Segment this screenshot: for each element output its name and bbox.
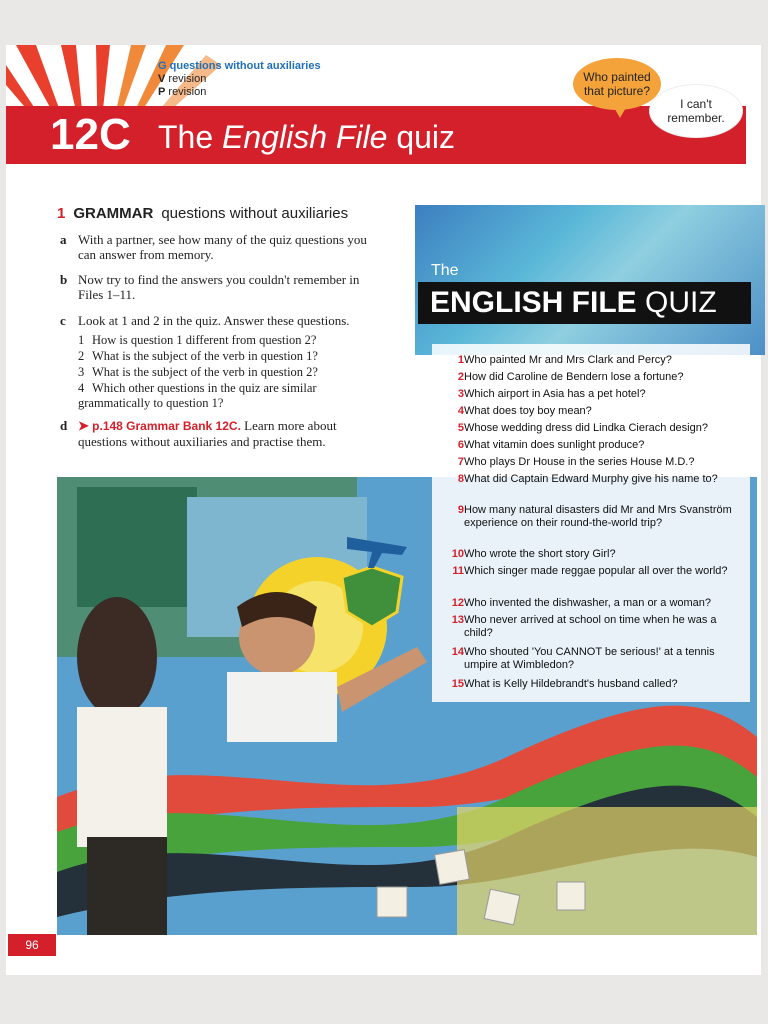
- quiz-title-bold: ENGLISH FILE: [430, 286, 637, 319]
- sub-number: 1: [78, 333, 85, 347]
- question-number: 6: [457, 439, 464, 451]
- item-text: With a partner, see how many of the quiz questions you can answer from memory.: [78, 232, 367, 262]
- speech-bubble-tail: [612, 104, 628, 118]
- question-text: What did Captain Edward Murphy give his name to?: [464, 473, 718, 485]
- exercise-item-a: [60, 232, 378, 262]
- sub-question-3: [78, 365, 358, 380]
- vocabulary-focus: revision: [168, 73, 207, 85]
- question-text: Which singer made reggae popular all over the world?: [464, 565, 728, 577]
- question-text: How did Caroline de Bendern lose a fortune?: [464, 371, 684, 383]
- question-text: Which airport in Asia has a pet hotel?: [464, 388, 646, 400]
- quiz-question: [442, 614, 742, 639]
- quiz-question: [442, 405, 742, 418]
- quiz-title-light: QUIZ: [636, 286, 717, 319]
- grammar-heading: [57, 205, 348, 222]
- quiz-question: [442, 565, 742, 578]
- quiz-question: [442, 548, 742, 561]
- exercise-item-c: [60, 313, 378, 328]
- pronunciation-focus: revision: [168, 86, 207, 98]
- lesson-focus: [158, 60, 321, 99]
- question-number: 1: [457, 354, 464, 366]
- quiz-question: [442, 388, 742, 401]
- question-number: 5: [457, 422, 464, 434]
- quiz-question: [442, 678, 742, 691]
- question-text: Who plays Dr House in the series House M.D.?: [464, 456, 695, 468]
- question-text: How many natural disasters did Mr and Mrs Svanström experience on their round-the-world trip?: [464, 504, 732, 529]
- exercise-item-b: [60, 272, 378, 302]
- question-text: What does toy boy mean?: [464, 405, 592, 417]
- sub-text: How is question 1 different from question 2?: [92, 333, 317, 347]
- question-text: Who never arrived at school on time when he was a child?: [464, 614, 717, 639]
- speech-bubble-orange: Who painted that picture?: [573, 58, 661, 110]
- p-letter: P: [158, 86, 166, 98]
- quiz-question: [442, 597, 742, 610]
- lesson-title: [158, 117, 455, 157]
- quiz-question: [442, 504, 742, 529]
- quiz-question: [442, 439, 742, 452]
- item-text: Learn more about questions without auxiliaries and practise them.: [78, 418, 337, 449]
- section-title: GRAMMAR: [73, 205, 154, 222]
- quiz-the: The: [431, 262, 459, 279]
- item-letter: b: [60, 272, 68, 287]
- sub-number: 2: [78, 349, 85, 363]
- sub-question-4: [78, 381, 358, 411]
- question-number: 13: [451, 614, 464, 626]
- quiz-question: [442, 456, 742, 469]
- item-letter: d: [60, 418, 68, 433]
- question-text: What vitamin does sunlight produce?: [464, 439, 645, 451]
- grammar-bank-link[interactable]: p.148 Grammar Bank 12C.: [92, 419, 241, 433]
- quiz-title: [418, 282, 751, 324]
- sub-number: 3: [78, 365, 85, 379]
- section-number: 1: [57, 205, 66, 222]
- quiz-question: [442, 354, 742, 367]
- title-pre: The: [158, 119, 223, 155]
- item-text: Now try to find the answers you couldn't remember in Files 1–11.: [78, 272, 360, 302]
- quiz-question: [442, 371, 742, 384]
- question-number: 15: [451, 678, 464, 690]
- title-post: quiz: [387, 119, 456, 155]
- question-number: 3: [457, 388, 464, 400]
- question-text: Who shouted 'You CANNOT be serious!' at a tennis umpire at Wimbledon?: [464, 646, 715, 671]
- quiz-question: [442, 422, 742, 435]
- speech-bubble-white: I can't remember.: [650, 85, 742, 137]
- arrow-icon: ➤: [78, 418, 89, 433]
- question-number: 2: [457, 371, 464, 383]
- v-letter: V: [158, 73, 166, 85]
- question-number: 11: [452, 565, 464, 577]
- lesson-code: 12C: [50, 110, 131, 159]
- question-number: 8: [457, 473, 464, 485]
- sub-text: What is the subject of the verb in question 1?: [92, 349, 318, 363]
- quiz-question: [442, 646, 742, 671]
- sub-number: 4: [78, 381, 85, 395]
- question-number: 12: [451, 597, 464, 609]
- question-number: 14: [451, 646, 464, 658]
- sub-question-1: [78, 333, 358, 348]
- sub-question-2: [78, 349, 358, 364]
- item-letter: a: [60, 232, 67, 247]
- question-text: Who invented the dishwasher, a man or a woman?: [464, 597, 712, 609]
- question-number: 4: [457, 405, 464, 417]
- grammar-focus: questions without auxiliaries: [169, 60, 321, 72]
- g-letter: G: [158, 60, 167, 72]
- question-text: Whose wedding dress did Lindka Cierach design?: [464, 422, 708, 434]
- quiz-question: [442, 473, 742, 486]
- question-number: 10: [451, 548, 464, 560]
- exercise-item-d: [60, 418, 378, 449]
- question-number: 9: [457, 504, 464, 516]
- quiz-list: [432, 344, 750, 702]
- section-subtitle: questions without auxiliaries: [161, 205, 349, 222]
- question-text: What is Kelly Hildebrandt's husband called?: [464, 678, 678, 690]
- page-number: 96: [8, 934, 56, 956]
- question-text: Who wrote the short story Girl?: [464, 548, 616, 560]
- sub-text: Which other questions in the quiz are similar grammatically to question 1?: [78, 381, 317, 410]
- quiz-header-burst: [415, 205, 765, 355]
- item-text: Look at 1 and 2 in the quiz. Answer these questions.: [78, 313, 350, 328]
- sub-text: What is the subject of the verb in question 2?: [92, 365, 318, 379]
- question-number: 7: [457, 456, 464, 468]
- item-letter: c: [60, 313, 66, 328]
- question-text: Who painted Mr and Mrs Clark and Percy?: [464, 354, 672, 366]
- title-italic: English File: [222, 119, 388, 155]
